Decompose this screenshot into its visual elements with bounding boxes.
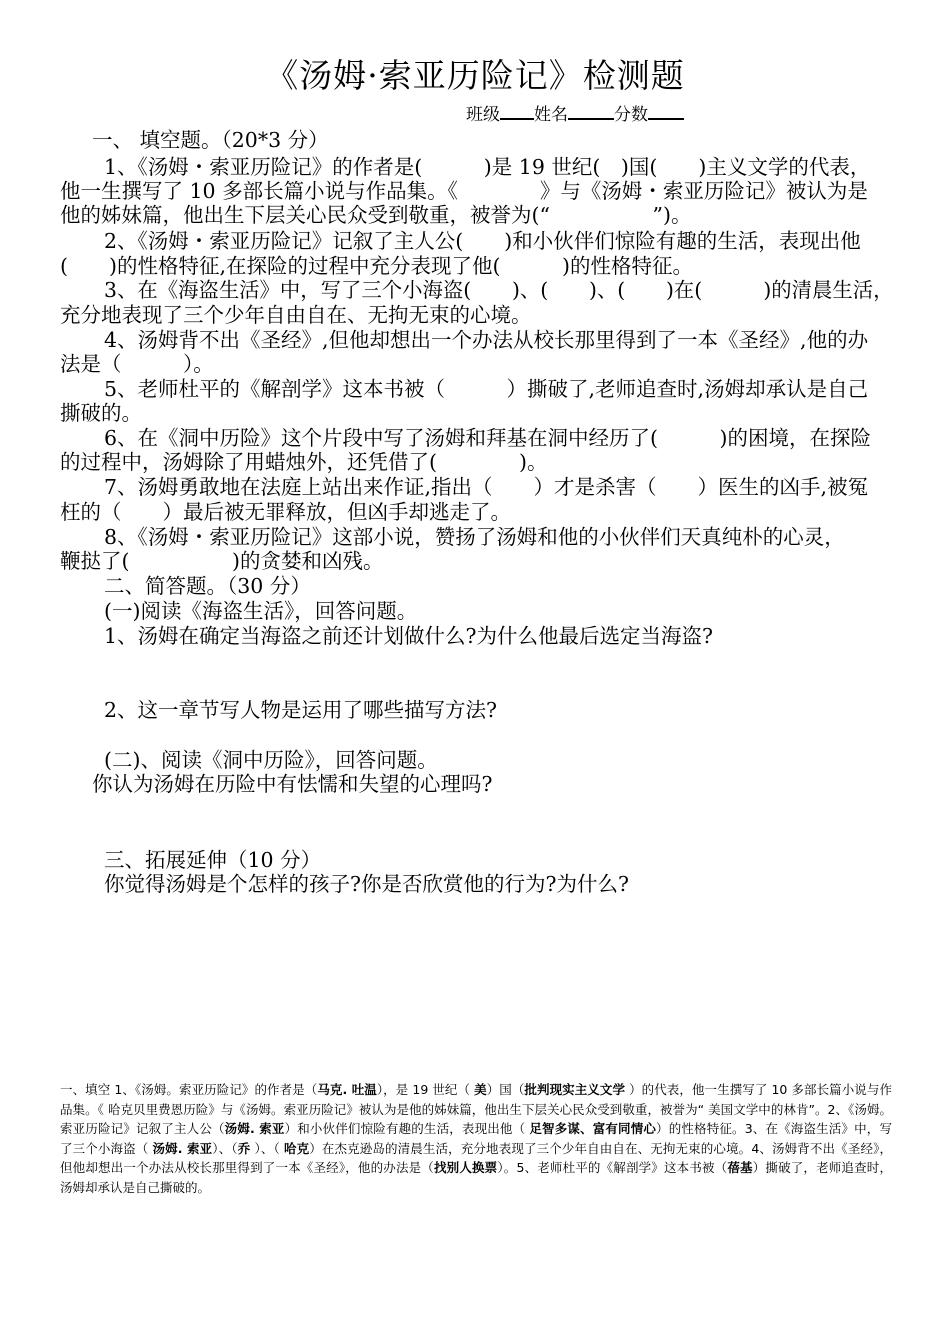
answer-bold: 马克. 吐温 — [317, 1082, 377, 1097]
answer-bold: 汤姆. 索亚 — [224, 1121, 285, 1136]
student-info — [466, 100, 684, 125]
score-blank[interactable] — [648, 104, 684, 120]
answer-text: ）国（ — [486, 1082, 525, 1097]
q5-line-2: 撕破的。 — [60, 401, 142, 425]
q7-line-1: 7、汤姆勇敢地在法庭上站出来作证,指出（ ）才是杀害（ ）医生的凶手,被冤 — [104, 475, 869, 499]
q2-line-1: 2、《汤姆・索亚历险记》记叙了主人公( )和小伙伴们惊险有趣的生活，表现出他 — [104, 229, 861, 253]
answer-key — [60, 1080, 892, 1197]
answer-text: ）、（ — [250, 1140, 284, 1156]
answer-bold: 哈克 — [283, 1140, 310, 1156]
answer-bold: 汤姆. 索亚 — [152, 1140, 213, 1156]
answer-bold: 蓓基 — [727, 1160, 753, 1175]
name-label: 姓名 — [534, 105, 568, 125]
answer-bold: 找别人换票 — [433, 1160, 498, 1175]
answer-bold: 美 — [474, 1082, 487, 1097]
answer-text: ），是 19 世纪（ — [376, 1082, 475, 1097]
q3-line-1: 3、在《海盗生活》中，写了三个小海盗( )、( )、( )在( )的清晨生活， — [104, 278, 894, 302]
answer-text: ）的性格特征。3、在《海盗生活》中，写了三个小海盗（ — [60, 1121, 892, 1156]
q8-line-1: 8、《汤姆・索亚历险记》这部小说，赞扬了汤姆和他的小伙伴们天真纯朴的心灵， — [104, 525, 845, 549]
score-label: 分数 — [614, 105, 648, 125]
q6-line-1: 6、在《洞中历险》这个片段中写了汤姆和拜基在洞中经历了( )的困境，在探险 — [104, 426, 872, 450]
q7-line-2: 枉的（ ）最后被无罪释放，但凶手却逃走了。 — [60, 500, 511, 524]
answer-bold: 足智多谋、富有同情心 — [529, 1121, 657, 1136]
short-answer-q3: 你认为汤姆在历险中有怯懦和失望的心理吗? — [92, 772, 493, 796]
q1-line-2: 他一生撰写了 10 多部长篇小说与作品集。《 》与《汤姆・索亚历险记》被认为是 — [60, 179, 868, 203]
answer-text: ）撕破了，老师追查时，汤姆却承认是自己撕破的。 — [60, 1160, 892, 1195]
answer-bold: 批判现实主义文学 — [524, 1082, 626, 1097]
extension-question: 你觉得汤姆是个怎样的孩子?你是否欣赏他的行为?为什么? — [104, 872, 629, 896]
class-blank[interactable] — [500, 104, 534, 120]
answer-text: ）、（ — [212, 1140, 238, 1156]
section-2-heading: 二、简答题。（30 分） — [104, 574, 311, 598]
answer-text: ）的代表，他一生撰写了 10 多部长篇小说与作品集。《 哈克贝里费恩历险》与《汤姆。索亚历险记》被认为是他的姊妹篇，他出生下层关心民众受到敬重，被誉为“ 美国文学中的林肯”。2、《汤姆。索亚历险记》记叙了主人公（ — [60, 1082, 892, 1136]
q1-line-1: 1、《汤姆・索亚历险记》的作者是( )是 19 世纪( )国( )主义文学的代表， — [104, 155, 871, 179]
short-answer-q2: 2、这一章节写人物是运用了哪些描写方法? — [104, 698, 498, 722]
class-label: 班级 — [466, 105, 500, 125]
answer-text: ）。5、老师杜平的《解剖学》这本书被（ — [497, 1160, 728, 1175]
q6-line-2: 的过程中，汤姆除了用蜡烛外，还凭借了( )。 — [60, 450, 548, 474]
page-title: 《汤姆·索亚历险记》检测题 — [265, 56, 685, 95]
name-blank[interactable] — [568, 104, 614, 120]
answer-text: 一、填空 1、《汤姆。索亚历险记》的作者是（ — [60, 1082, 318, 1097]
section-3-heading: 三、拓展延伸（10 分） — [104, 848, 322, 872]
section-1-heading: 一、 填空题。（20*3 分） — [92, 128, 329, 152]
q2-line-2: ( )的性格特征,在探险的过程中充分表现了他( )的性格特征。 — [60, 254, 694, 278]
q4-line-2: 法是（ ）。 — [60, 352, 214, 376]
q8-line-2: 鞭挞了( )的贪婪和凶残。 — [60, 549, 384, 573]
answer-text: ）在杰克逊岛的清晨生活，充分地表现了三个少年自由自在、无拘无束的心境。4、汤姆背不出《圣经》，但他却想出一个办法从校长那里得到了一本《圣经》，他的办法是（ — [60, 1140, 892, 1175]
answer-bold: 乔 — [237, 1140, 251, 1156]
q4-line-1: 4、汤姆背不出《圣经》,但他却想出一个办法从校长那里得到了一本《圣经》,他的办 — [104, 328, 869, 352]
short-answer-q1: 1、汤姆在确定当海盗之前还计划做什么?为什么他最后选定当海盗? — [104, 624, 714, 648]
answer-text: ）和小伙伴们惊险有趣的生活，表现出他（ — [284, 1121, 530, 1136]
section-2-part-1: (一)阅读《海盗生活》，回答问题。 — [104, 599, 418, 623]
q5-line-1: 5、老师杜平的《解剖学》这本书被（ ）撕破了,老师追查时,汤姆却承认是自己 — [104, 377, 869, 401]
q3-line-2: 充分地表现了三个少年自由自在、无拘无束的心境。 — [60, 303, 532, 327]
section-2-part-2: (二)、阅读《洞中历险》，回答问题。 — [104, 748, 438, 772]
q1-line-3: 他的姊妹篇，他出生下层关心民众受到敬重，被誉为(“ ”)。 — [60, 203, 692, 227]
